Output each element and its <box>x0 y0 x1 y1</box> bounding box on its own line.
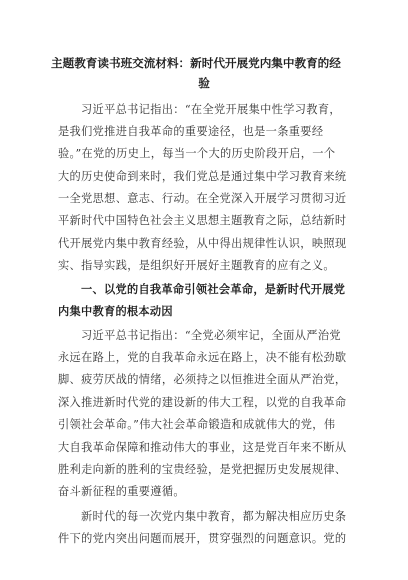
paragraph-1-line: 大的历史使命到来时，我们党总是通过集中学习教育来统 <box>58 170 347 183</box>
section-heading-line-1: 一、以党的自我革命引领社会革命，是新时代开展党 <box>81 283 346 296</box>
paragraph-1-line: 实、指导实践，是组织好开展好主题教育的应有之义。 <box>58 259 335 272</box>
section-heading-line-2: 内集中教育的根本动因 <box>58 305 173 318</box>
paragraph-2-line: 胜利走向新的胜利的宝贵经验，是党把握历史发展规律、 <box>58 463 347 476</box>
paragraph-2-line: 习近平总书记指出：“全党必须牢记，全面从严治党 <box>81 329 341 342</box>
paragraph-2-line: 大自我革命保障和推动伟大的事业，这是党百年来不断从 <box>58 441 347 454</box>
document-title-line-1: 主题教育读书班交流材料：新时代开展党内集中教育的经 <box>51 56 341 70</box>
document-title-line-2: 验 <box>198 76 210 90</box>
paragraph-1-line: 习近平总书记指出：“在全党开展集中性学习教育， <box>81 103 341 116</box>
paragraph-2-line: 引领社会革命。”伟大社会革命锻造和成就伟大的党，伟 <box>58 418 336 431</box>
paragraph-2-line: 深入推进新时代党的建设新的伟大工程，以党的自我革命 <box>58 396 347 409</box>
paragraph-2-line: 脚、疲劳厌战的情绪，必须持之以恒推进全面从严治党， <box>58 373 347 386</box>
paragraph-2-line: 奋斗新征程的重要遵循。 <box>58 485 185 498</box>
paragraph-1-line: 代开展党内集中教育经验，从中得出规律性认识，映照现 <box>58 237 347 250</box>
paragraph-1-line: 平新时代中国特色社会主义思想主题教育之际，总结新时 <box>58 214 347 227</box>
paragraph-3-line: 件下的党内突出问题而展开，贯穿强烈的问题意识。党的 <box>58 532 347 545</box>
paragraph-1-line: 验。”在党的历史上，每当一个大的历史阶段开启，一个 <box>58 147 336 160</box>
paragraph-1-line: 是我们党推进自我革命的重要途径，也是一条重要经 <box>58 125 324 138</box>
paragraph-3-line: 新时代的每一次党内集中教育，都为解决相应历史条 <box>81 510 347 523</box>
paragraph-2-line: 永远在路上，党的自我革命永远在路上，决不能有松劲歇 <box>58 351 347 364</box>
paragraph-1-line: 一全党思想、意志、行动。在全党深入开展学习贯彻习近 <box>58 192 347 205</box>
